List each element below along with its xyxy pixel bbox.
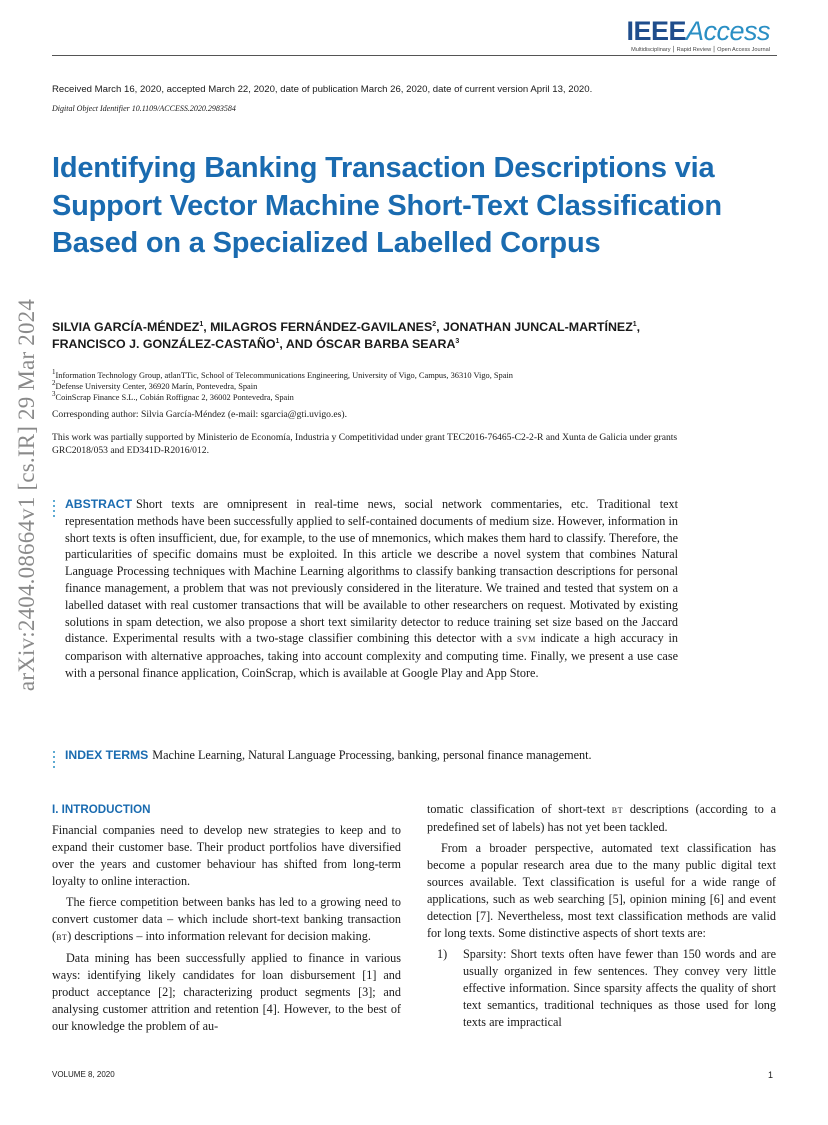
abbr-bt: bt xyxy=(56,931,68,943)
abstract-label: ABSTRACT xyxy=(65,497,133,511)
arxiv-stamp-text: arXiv:2404.08664v1 [cs.IR] 29 Mar 2024 xyxy=(14,298,39,692)
author-list xyxy=(52,319,702,353)
author-name: , MILAGROS FERNÁNDEZ-GAVILANES xyxy=(203,320,433,334)
paragraph-text: descriptions (according to a predefined set of labels) has not yet been tackled. xyxy=(427,802,777,834)
page-number: 1 xyxy=(768,1070,774,1080)
author-name: , AND ÓSCAR BARBA SEARA xyxy=(279,337,456,351)
paragraph xyxy=(52,894,401,946)
paragraph: Data mining has been successfully applied to finance in various ways: identifying likely candidates for loan disbursement [1] and product acceptance [2]; characterizing product segments [3]; and analysing customer attrition and retention [4]. However, to the best of our knowledge the problem of au- xyxy=(52,951,401,1033)
paragraph: Financial companies need to develop new strategies to keep and to expand their customer base. Their product portfolios have diversified over the years and customer behaviour has shifted from long-term loyalty to online interaction. xyxy=(52,823,401,888)
index-terms xyxy=(65,748,705,763)
affiliation-mark: 1 xyxy=(52,368,56,377)
paragraph-text: The fierce competition between banks has led to a growing need to convert customer data – which include short-text banking transaction ( xyxy=(52,895,401,943)
logo-ieee: IEEE xyxy=(626,16,686,46)
abstract-text: Short texts are omnipresent in real-time news, social network commentaries, etc. Traditional text representation methods have been successfully applied to self-contained documents of medium size. However, information in short texts is often insufficient, due, for example, to the use of mnemonics, which makes them hard to classify. Therefore, the particularities of specific domains must be exploited. In this article we describe a novel system that combines Natural Language Processing techniques with Machine Learning algorithms to classify banking transaction descriptions for personal finance management, a problem that was not previously considered in the literature. We trained and tested that system on a labelled dataset with real customer transactions that will be available to other researchers on request. Motivated by existing solutions in spam detection, we also propose a short text similarity detector to reduce training set size based on the Jaccard distance. Experimental results with a two-stage classifier combining this detector with a xyxy=(65,497,678,646)
affiliation-text: Defense University Center, 36920 Marín, Pontevedra, Spain xyxy=(55,382,258,391)
header-rule xyxy=(52,55,777,56)
logo-tagline: Multidisciplinary ⎮ Rapid Review ⎮ Open Access Journal xyxy=(631,47,770,53)
list-text: Sparsity: Short texts often have fewer than 150 words and are usually organized in few sentences. They convey very little effective information. Since sparsity affects the quality of short text semantics, traditional techniques as those used for long texts are impractical xyxy=(463,947,776,1029)
received-dates: Received March 16, 2020, accepted March 22, 2020, date of publication March 26, 2020, date of current version April 13, 2020. xyxy=(52,84,593,95)
list-number: 1) xyxy=(437,947,448,961)
abbr-bt: bt xyxy=(611,804,624,816)
affiliation xyxy=(52,381,692,392)
paragraph xyxy=(427,801,776,836)
index-terms-marker xyxy=(53,751,55,771)
author-name: SILVIA GARCÍA-MÉNDEZ xyxy=(52,320,200,334)
doi: Digital Object Identifier 10.1109/ACCESS.2020.2983584 xyxy=(52,104,236,113)
journal-logo xyxy=(626,18,770,53)
affiliation xyxy=(52,392,692,403)
logo-access: Access xyxy=(685,16,770,46)
corresponding-author: Corresponding author: Silvia García-Méndez (e-mail: sgarcia@gti.uvigo.es). xyxy=(52,409,347,420)
author-name: , JONATHAN JUNCAL-MARTÍNEZ xyxy=(436,320,633,334)
author-affil-mark: 2 xyxy=(432,320,437,328)
footer-volume: VOLUME 8, 2020 xyxy=(52,1070,115,1079)
affiliation-text: CoinScrap Finance S.L., Cobián Roffignac 2, 36002 Pontevedra, Spain xyxy=(55,393,294,402)
affiliation-mark: 2 xyxy=(52,379,56,388)
author-affil-mark: 3 xyxy=(455,337,460,345)
paper-title: Identifying Banking Transaction Descriptions via Support Vector Machine Short-Text Classification Based on a Specialized Labelled Corpus xyxy=(52,152,722,259)
author-affil-mark: 1 xyxy=(632,320,637,328)
body-column-right xyxy=(427,801,776,1031)
author-affil-mark: 1 xyxy=(275,337,280,345)
author-affil-mark: 1 xyxy=(199,320,204,328)
funding-note: This work was partially supported by Ministerio de Economía, Industria y Competitividad under grant TEC2016-76465-C2-2-R and Xunta de Galicia under grants GRC2018/053 and ED341D-R2016/012. xyxy=(52,432,678,456)
abstract-text-cont: indicate a high accuracy in comparison with alternative approaches, taking into account complexity and computing time. Finally, we present a use case with a personal finance application, CoinScrap, which is available at Google Play and App Store. xyxy=(65,631,678,680)
list-item xyxy=(427,946,776,1031)
paragraph: From a broader perspective, automated text classification has become a popular research area due to the many public digital text sources available. Text classification is useful for a wide range of applications, such as web searching [5], opinion mining [6] and event detection [7]. Nevertheless, most text classification methods are valid for long texts. Some distinctive aspects of short texts are: xyxy=(427,841,776,940)
section-heading: I. INTRODUCTION xyxy=(52,803,151,816)
affiliation xyxy=(52,370,692,381)
index-terms-text: Machine Learning, Natural Language Processing, banking, personal finance management. xyxy=(152,748,592,762)
affiliation-mark: 3 xyxy=(52,390,56,399)
index-terms-label: INDEX TERMS xyxy=(65,748,149,762)
paragraph-text: ) descriptions – into information relevant for decision making. xyxy=(67,929,371,943)
affiliation-text: Information Technology Group, atlanTTic, School of Telecommunications Engineering, University of Vigo, Campus, 36310 Vigo, Spain xyxy=(55,371,513,380)
abstract-marker xyxy=(53,500,55,520)
body-column-left xyxy=(52,801,401,1039)
paragraph-text: tomatic classification of short-text xyxy=(427,802,606,816)
author-name: , FRANCISCO J. GONZÁLEZ-CASTAÑO xyxy=(52,320,641,351)
abstract xyxy=(65,496,678,682)
abstract-svm: svm xyxy=(516,633,536,646)
